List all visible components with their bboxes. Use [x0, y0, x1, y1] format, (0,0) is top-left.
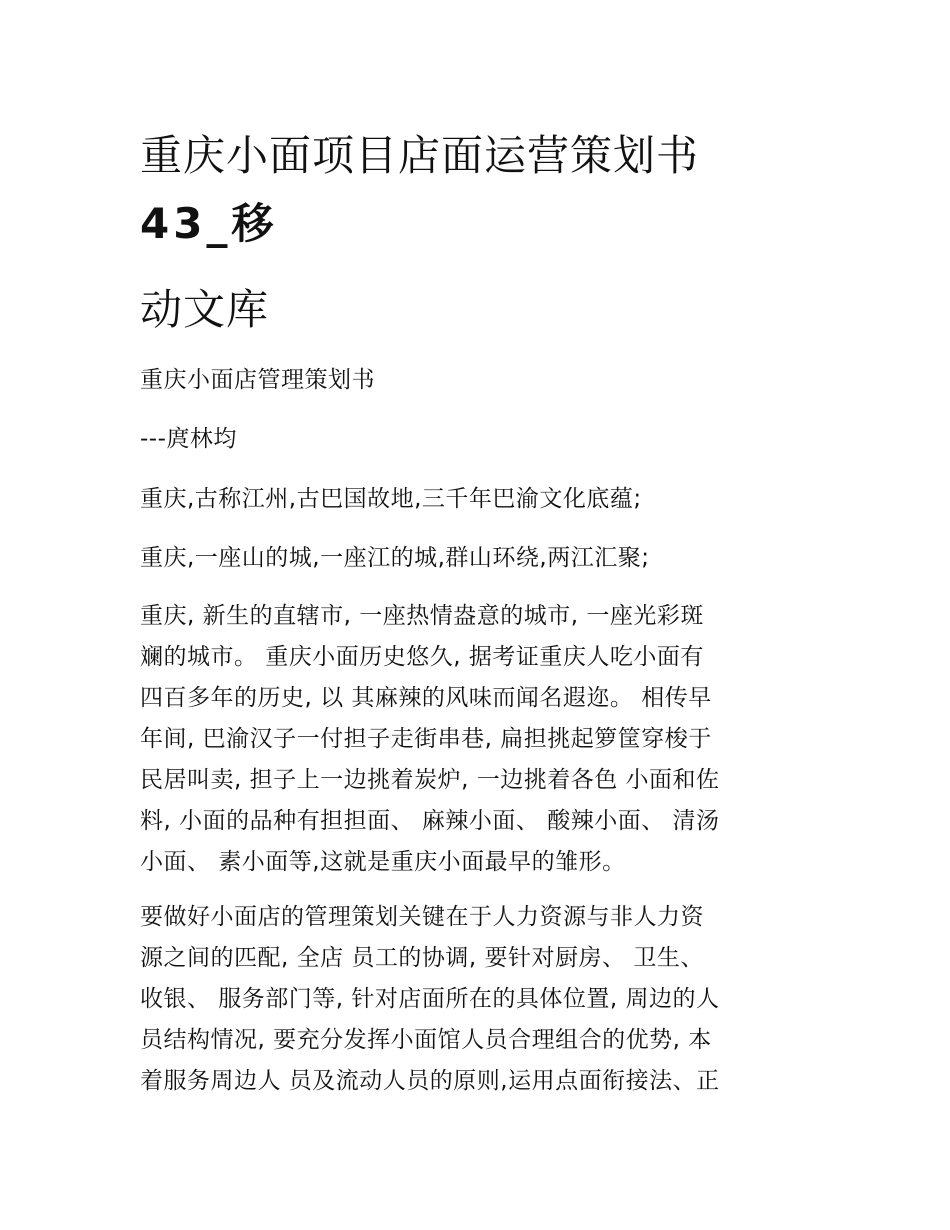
subtitle-paragraph	[140, 360, 820, 401]
document-title-line-1: 重庆小面项目店面运营策划书	[140, 131, 700, 180]
body-paragraph-1	[140, 479, 820, 520]
text-line: 要做好小面店的管理策划关键在于人力资源与非人力资	[140, 904, 704, 930]
author-paragraph	[140, 419, 820, 460]
text-line: 重庆,古称江州,古巴国故地,三千年巴渝文化底蕴;	[140, 486, 642, 512]
document-title-line-2: 43_移	[140, 199, 278, 248]
text-line: 民居叫卖, 担子上一边挑着炭炉, 一边挑着各色 小面和佐	[140, 767, 720, 793]
body-paragraph-4	[140, 897, 820, 1102]
text-line: 源之间的匹配, 全店 员工的协调, 要针对厨房、 卫生、	[140, 945, 704, 971]
text-line: 料, 小面的品种有担担面、 麻辣小面、 酸辣小面、 清汤	[140, 808, 720, 834]
text-line: 着服务周边人 员及流动人员的原则,运用点面衔接法、正	[140, 1068, 720, 1094]
text-line: 重庆小面店管理策划书	[140, 367, 375, 393]
text-line: 年间, 巴渝汉子一付担子走街串巷, 扁担挑起箩筐穿梭于	[140, 726, 712, 752]
document-title-line-3: 动文库	[140, 285, 270, 334]
text-line: 四百多年的历史, 以 其麻辣的风味而闻名遐迩。 相传早	[140, 685, 712, 711]
text-line: 小面、 素小面等,这就是重庆小面最早的雏形。	[140, 849, 626, 875]
text-line: ---庹林均	[140, 426, 237, 452]
text-line: 收银、 服务部门等, 针对店面所在的具体位置, 周边的人	[140, 986, 720, 1012]
text-line: 员结构情况, 要充分发挥小面馆人员合理组合的优势, 本	[140, 1027, 712, 1053]
text-line: 重庆, 新生的直辖市, 一座热情盎意的城市, 一座光彩斑	[140, 603, 704, 629]
body-paragraph-3	[140, 596, 820, 883]
text-line: 斓的城市。 重庆小面历史悠久, 据考证重庆人吃小面有	[140, 644, 704, 670]
body-paragraph-2	[140, 538, 820, 579]
text-line: 重庆,一座山的城,一座江的城,群山环绕,两江汇聚;	[140, 545, 650, 571]
